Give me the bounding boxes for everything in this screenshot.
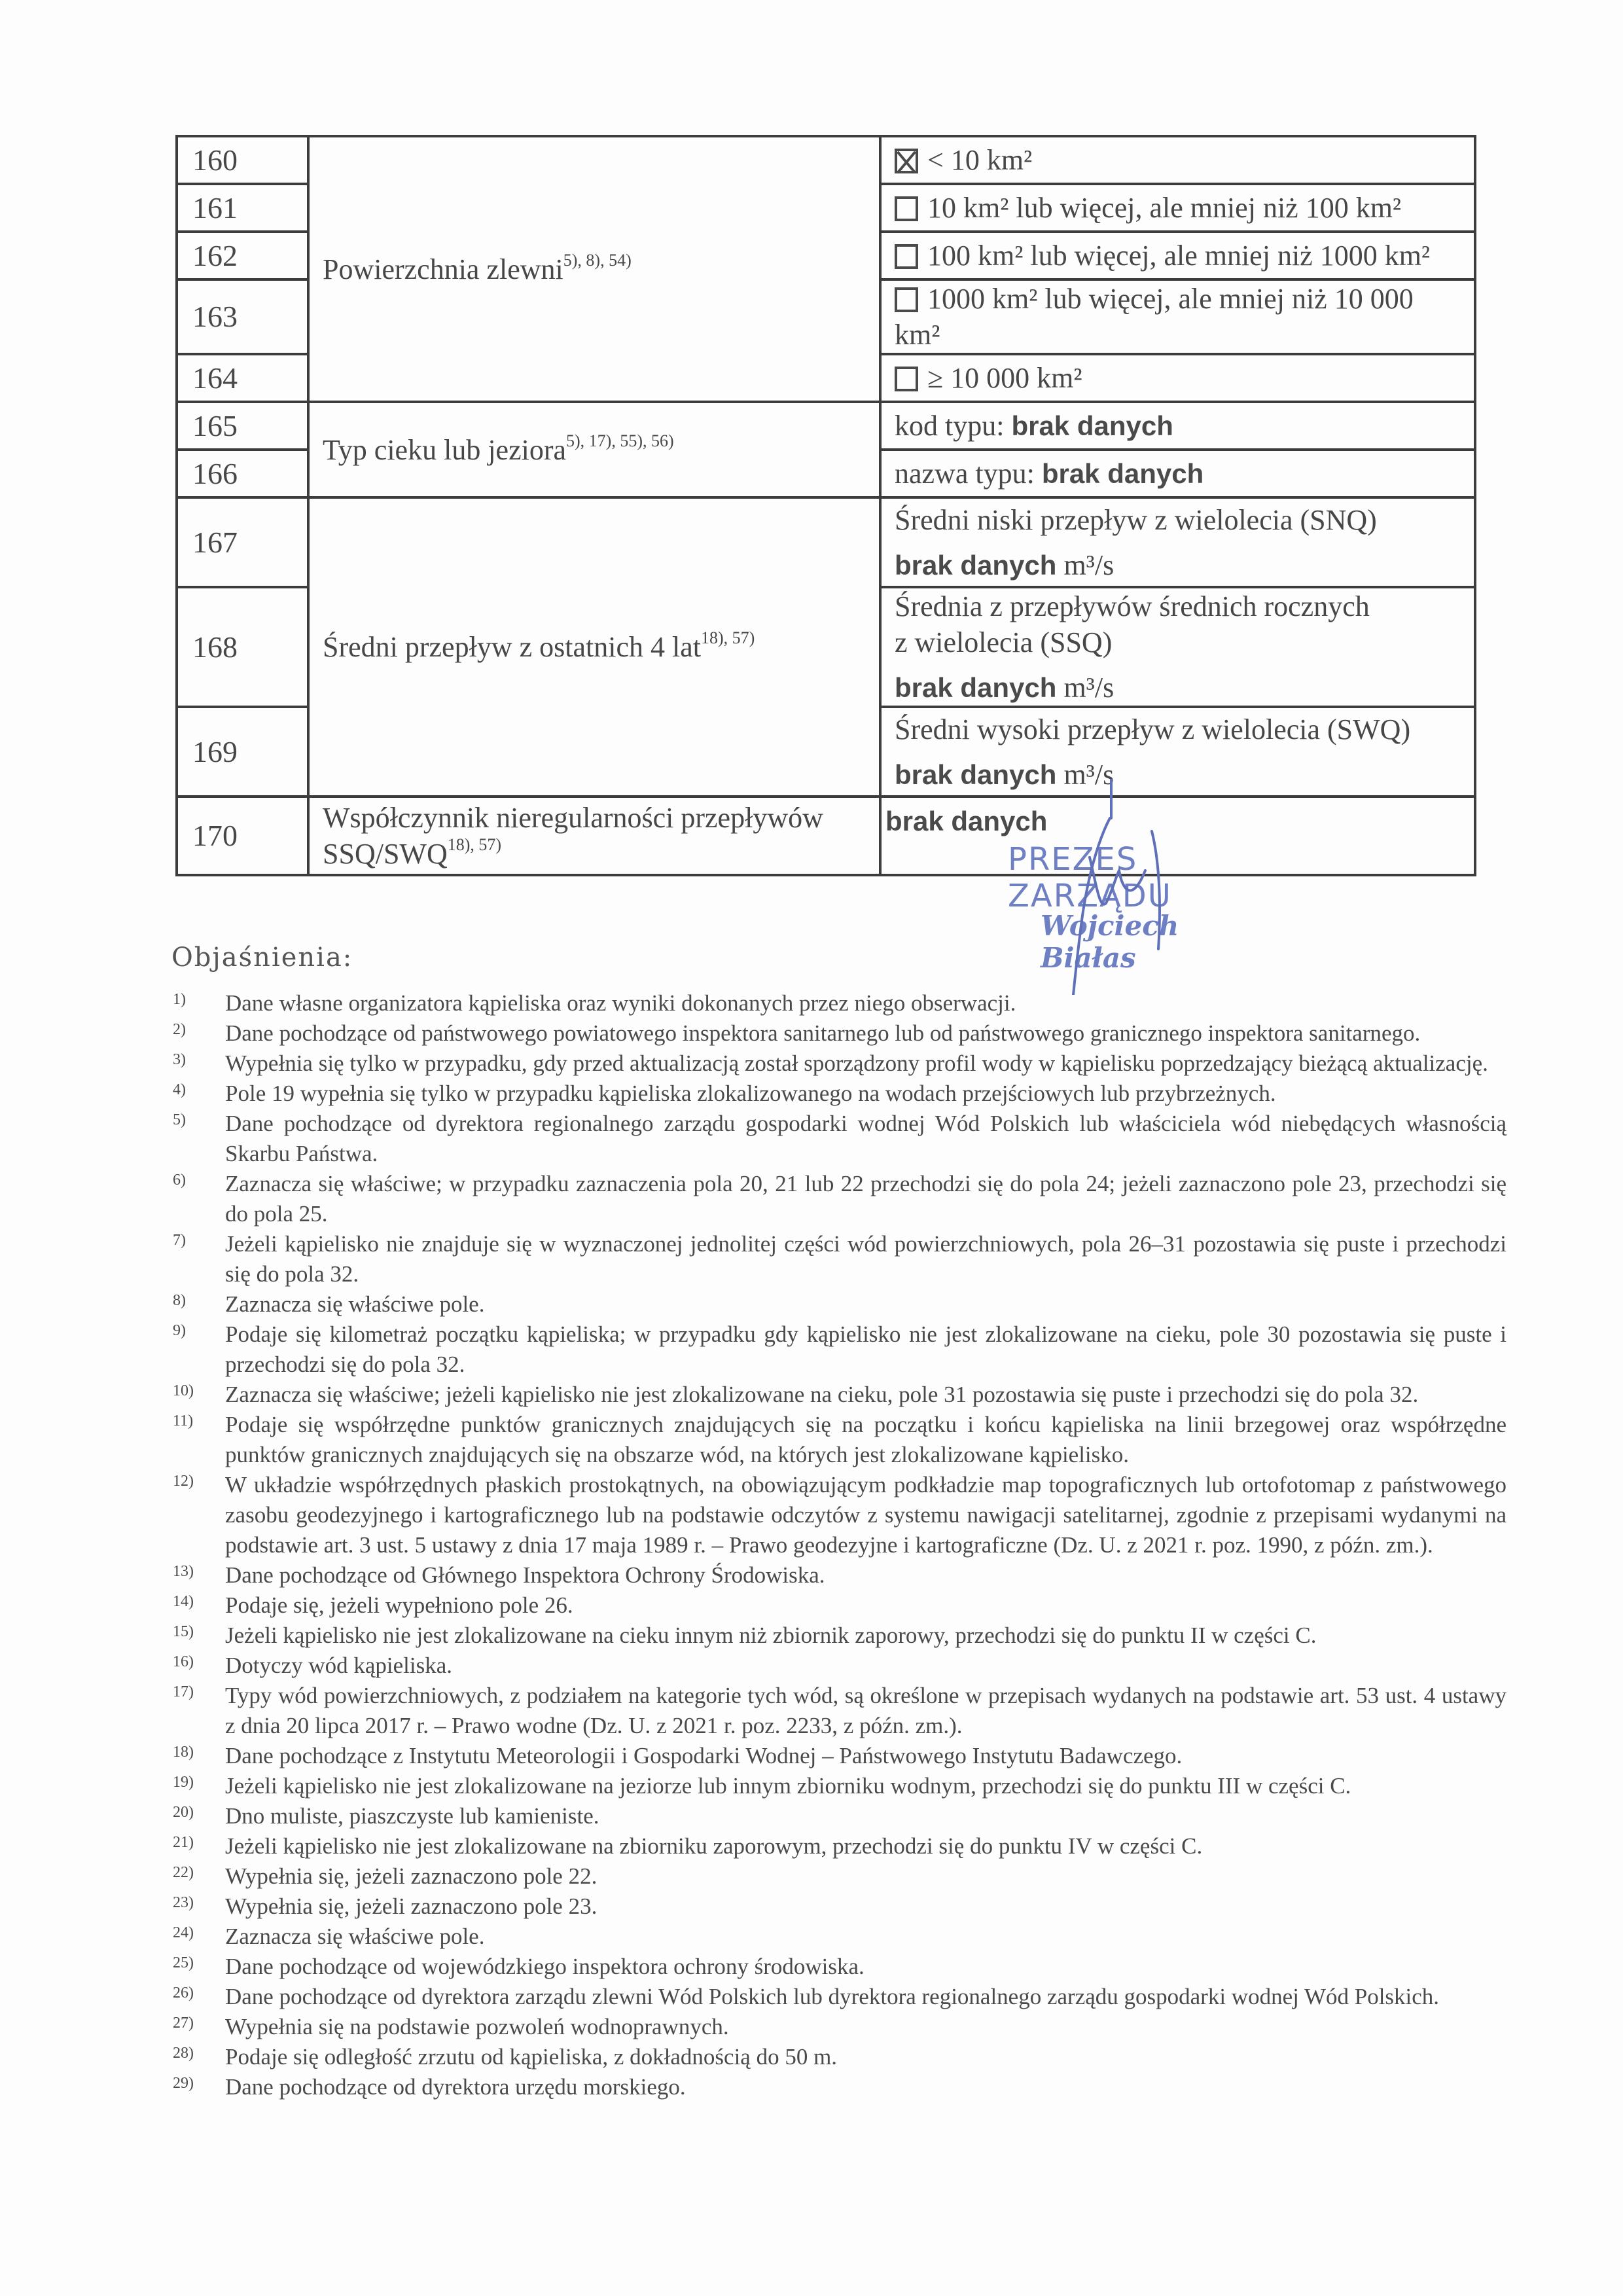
table-row — [177, 497, 1475, 587]
table-row — [177, 136, 1475, 184]
footnote: 15) Jeżeli kąpielisko nie jest zlokalizowane na cieku innym niż zbiornik zaporowy, przechodzi się do punktu II w części C. — [173, 1623, 1317, 1648]
irregularity-label: Współczynnik nieregularności przepływów SSQ/$SWQ^{18), 57)}$ — [308, 797, 880, 875]
footnote: 18) Dane pochodzące z Instytutu Meteorologii i Gospodarki Wodnej – Państwowego Instytutu Badawczego. — [173, 1743, 1183, 1768]
field-number: 166 — [177, 450, 308, 497]
field-number: 163 — [177, 279, 308, 354]
footnote: 28) Podaje się odległość zrzutu od kąpieliska, z dokładnością do 50 m. — [173, 2044, 838, 2070]
footnote: 11) Podaje się współrzędne punktów granicznych znajdujących się na początku i końcu kąpieliska na linii brzegowej oraz współrzędne punktów granicznych znajdujących się na obszarze wód, na których jest zlokalizowane kąpielisko. — [173, 1412, 1507, 1467]
catchment-area-label: Powierzchnia zlewni$^{5), 8), 54)}$ — [308, 136, 880, 402]
field-number: 164 — [177, 354, 308, 402]
field-number: 160 — [177, 136, 308, 184]
handwritten-signature-icon — [1060, 779, 1165, 995]
notes-heading: Objaśnienia: — [171, 942, 353, 973]
snq-value: brak danych — [895, 549, 1057, 581]
field-number: 170 — [177, 797, 308, 875]
footnote: 14) Podaje się, jeżeli wypełniono pole 26. — [173, 1592, 573, 1618]
field-number: 161 — [177, 184, 308, 232]
catchment-option-4[interactable]: 1000 km² lub więcej, ale mniej niż 10 000 km² — [880, 279, 1475, 354]
checkbox-empty-icon[interactable] — [895, 287, 918, 312]
footnote: 25) Dane pochodzące od wojewódzkiego inspektora ochrony środowiska. — [173, 1954, 865, 1979]
checkbox-empty-icon[interactable] — [895, 196, 918, 221]
catchment-option-5[interactable]: ≥ 10 000 km² — [880, 354, 1475, 402]
footnote: 20) Dno muliste, piaszczyste lub kamieniste. — [173, 1803, 599, 1829]
mean-flow-label: Średni przepływ z ostatnich 4 lat$^{18), 57)}$ — [308, 497, 880, 797]
footnote-refs: 5), 17), 55), 56) — [566, 431, 674, 450]
footnote: 27) Wypełnia się na podstawie pozwoleń wodnoprawnych. — [173, 2014, 729, 2039]
water-type-name: nazwa typu: brak danych — [880, 450, 1475, 497]
ssq-value: brak danych — [895, 672, 1057, 703]
footnote: 29) Dane pochodzące od dyrektora urzędu morskiego. — [173, 2074, 686, 2100]
footnote-refs: 18), 57) — [447, 835, 502, 855]
field-number: 167 — [177, 497, 308, 587]
footnote: 1) Dane własne organizatora kąpieliska oraz wyniki dokonanych przez niego obserwacji. — [173, 990, 1016, 1016]
field-number: 169 — [177, 707, 308, 797]
field-number: 165 — [177, 402, 308, 450]
footnote: 3) Wypełnia się tylko w przypadku, gdy przed aktualizacją został sporządzony profil wody w kąpielisku poprzedzający bieżącą aktualizację. — [173, 1050, 1488, 1076]
footnote: 13) Dane pochodzące od Głównego Inspektora Ochrony Środowiska. — [173, 1562, 825, 1588]
footnote: 16) Dotyczy wód kąpieliska. — [173, 1653, 452, 1678]
footnote: 8) Zaznacza się właściwe pole. — [173, 1291, 485, 1317]
swq-value: brak danych — [895, 759, 1057, 790]
footnote: 10) Zaznacza się właściwe; jeżeli kąpielisko nie jest zlokalizowane na cieku, pole 31 pozostawia się puste i przechodzi się do pola 32. — [173, 1382, 1419, 1407]
field-number: 168 — [177, 587, 308, 707]
footnote-refs: 5), 8), 54) — [563, 250, 632, 270]
table-row — [177, 402, 1475, 450]
footnote: 6) Zaznacza się właściwe; w przypadku zaznaczenia pola 20, 21 lub 22 przechodzi się do pola 24; jeżeli zaznaczono pole 23, przechodzi się do pola 25. — [173, 1171, 1507, 1227]
footnotes-list — [171, 988, 1507, 2102]
footnote: 12) W układzie współrzędnych płaskich prostokątnych, na obowiązującym podkładzie map topograficznych lub ortofotomap z państwowego zasobu geodezyjnego i kartograficznego lub na podstawie odczytów z systemu nawigacji satelitarnej, zgodnie z przepisami wydanymi na podstawie art. 3 ust. 5 ustawy z dnia 17 maja 1989 r. – Prawo geodezyjne i kartograficzne (Dz. U. z 2021 r. poz. 1990, z późn. zm.). — [173, 1472, 1507, 1558]
irregularity-value: brak danych — [885, 806, 1048, 836]
swq-cell: Średni wysoki przepływ z wielolecia (SWQ) brak danych m³/s — [880, 707, 1475, 797]
footnote: 22) Wypełnia się, jeżeli zaznaczono pole 22. — [173, 1863, 597, 1889]
footnote: 17) Typy wód powierzchniowych, z podziałem na kategorie tych wód, są określone w przepisach wydanych na podstawie art. 53 ust. 4 ustawy z dnia 20 lipca 2017 r. – Prawo wodne (Dz. U. z 2021 r. poz. 2233, z późn. zm.). — [173, 1683, 1507, 1738]
footnote: 24) Zaznacza się właściwe pole. — [173, 1924, 485, 1949]
catchment-option-1[interactable]: < 10 km² — [880, 136, 1475, 184]
water-type-label: Typ cieku lub jeziora$^{5), 17), 55), 56)}$ — [308, 402, 880, 497]
footnote: 21) Jeżeli kąpielisko nie jest zlokalizowane na zbiorniku zaporowym, przechodzi się do punktu IV w części C. — [173, 1833, 1203, 1859]
checkbox-empty-icon[interactable] — [895, 367, 918, 391]
water-type-code-value: brak danych — [1011, 410, 1173, 441]
stamp-name: Wojciech Białas — [1041, 910, 1179, 974]
stamp-title: PREZES ZARZĄDU — [1008, 841, 1172, 914]
catchment-option-3[interactable]: 100 km² lub więcej, ale mniej niż 1000 km² — [880, 232, 1475, 279]
footnote: 26) Dane pochodzące od dyrektora zarządu zlewni Wód Polskich lub dyrektora regionalnego zarządu gospodarki wodnej Wód Polskich. — [173, 1984, 1440, 2009]
water-type-name-value: brak danych — [1041, 458, 1204, 489]
snq-cell: Średni niski przepływ z wielolecia (SNQ) brak danych m³/s — [880, 497, 1475, 587]
field-number: 162 — [177, 232, 308, 279]
footnote: 5) Dane pochodzące od dyrektora regionalnego zarządu gospodarki wodnej Wód Polskich lub właściciela wód niebędących własnością Skarbu Państwa. — [173, 1111, 1507, 1166]
catchment-option-2[interactable]: 10 km² lub więcej, ale mniej niż 100 km² — [880, 184, 1475, 232]
checkbox-checked-icon[interactable] — [895, 149, 918, 173]
footnote: 19) Jeżeli kąpielisko nie jest zlokalizowane na jeziorze lub innym zbiorniku wodnym, przechodzi się do punktu III w części C. — [173, 1773, 1351, 1799]
water-type-code: kod typu: brak danych — [880, 402, 1475, 450]
footnote-refs: 18), 57) — [700, 628, 755, 648]
form-table — [175, 135, 1476, 876]
ssq-cell: Średnia z przepływów średnich rocznych z wielolecia (SSQ) brak danych m³/s — [880, 587, 1475, 707]
footnote: 7) Jeżeli kąpielisko nie znajduje się w wyznaczonej jednolitej części wód powierzchniowych, pola 26–31 pozostawia się puste i przechodzi się do pola 32. — [173, 1231, 1507, 1287]
footnote: 2) Dane pochodzące od państwowego powiatowego inspektora sanitarnego lub od państwowego granicznego inspektora sanitarnego. — [173, 1020, 1421, 1046]
footnote: 23) Wypełnia się, jeżeli zaznaczono pole 23. — [173, 1893, 597, 1919]
footnote: 9) Podaje się kilometraż początku kąpieliska; w przypadku gdy kąpielisko nie jest zlokalizowane na cieku, pole 30 pozostawia się puste i przechodzi się do pola 32. — [173, 1321, 1507, 1377]
checkbox-empty-icon[interactable] — [895, 244, 918, 269]
footnote: 4) Pole 19 wypełnia się tylko w przypadku kąpieliska zlokalizowanego na wodach przejściowych lub przybrzeżnych. — [173, 1081, 1276, 1106]
